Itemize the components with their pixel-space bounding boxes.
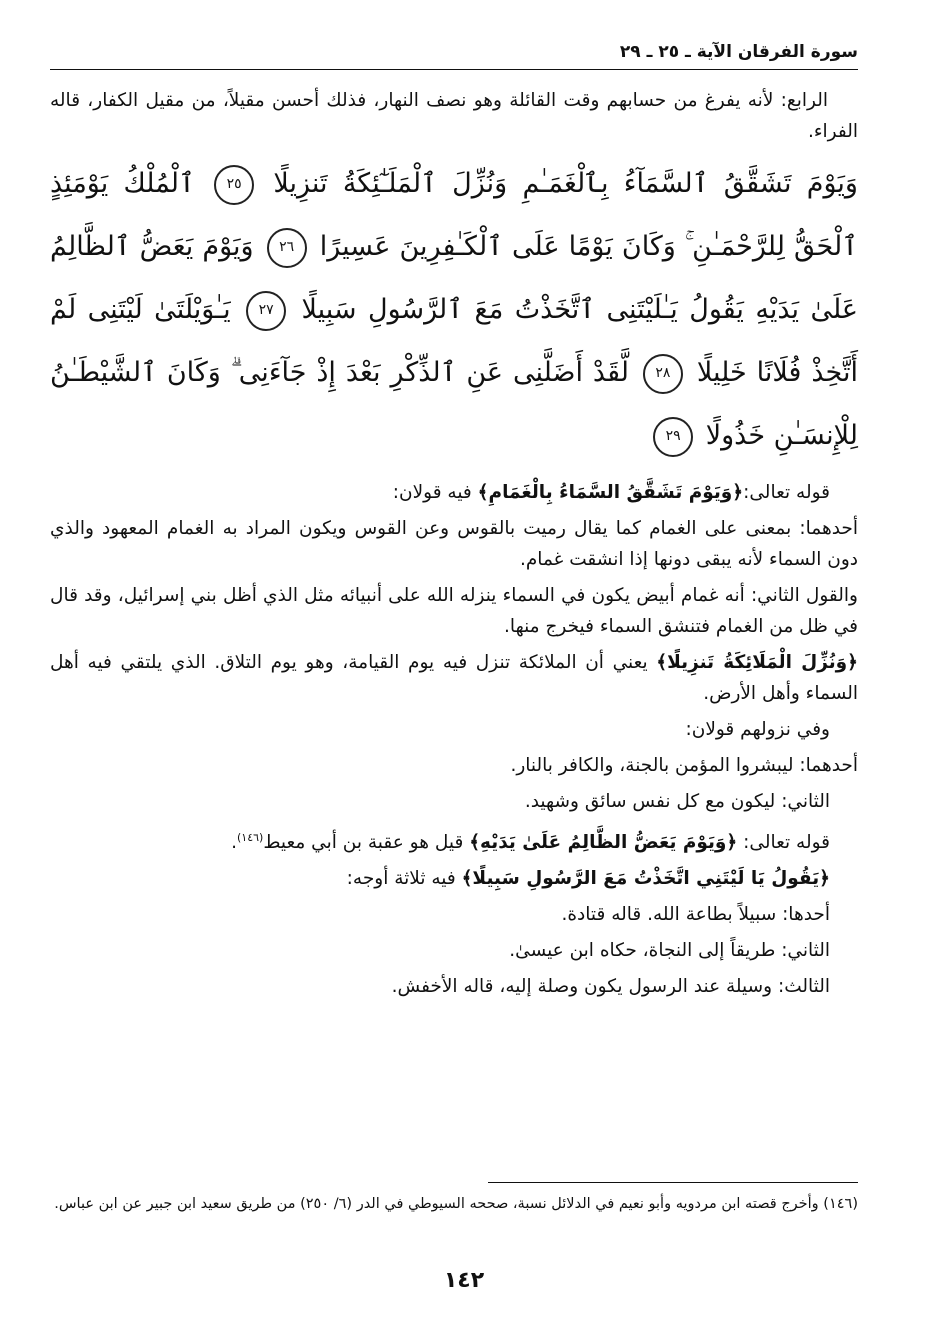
verse-28-text: يَـٰوَيْلَتَىٰ لَيْتَنِى لَمْ أَتَّخِذْ فُلَانًا خَلِيلًا — [50, 294, 858, 388]
footnote-rule — [488, 1182, 858, 1183]
commentary-paragraph-7: الثاني: ليكون مع كل نفس سائق وشهيد. — [524, 791, 830, 812]
intro-paragraph: الرابع: لأنه يفرغ من حسابهم وقت القائلة وهو نصف النهار، فذلك أحسن مقيلاً، من مقيل الكفار، قاله الفراء. — [50, 90, 858, 142]
commentary-end: . — [231, 832, 237, 854]
header-title: سورة الفرقان الآية ـ ٢٥ ـ ٢٩ — [619, 42, 858, 62]
quoted-verse: ﴿وَيَوْمَ يَعَضُّ الظَّالِمُ عَلَىٰ يَدَيْهِ﴾ — [469, 832, 738, 854]
commentary-paragraph-2: أحدهما: بمعنى على الغمام كما يقال رميت بالقوس وعن القوس ويكون المراد به الغمام المعهود والذي دون السماء لأنه يبقى دونها إذا انشقت غمام. — [50, 518, 858, 570]
commentary-paragraph-4 — [50, 647, 858, 709]
quran-verses — [50, 152, 858, 467]
quoted-verse: ﴿وَنُزِّلَ الْمَلَائِكَةُ تَنزِيلًا﴾ — [656, 652, 858, 673]
commentary-paragraph-10: أحدها: سبيلاً بطاعة الله. قاله قتادة. — [561, 904, 830, 926]
quoted-verse: ﴿يَقُولُ يَا لَيْتَنِي اتَّخَذْتُ مَعَ الرَّسُولِ سَبِيلًا﴾ — [461, 868, 830, 890]
ayah-number-26: ٢٦ — [267, 228, 307, 268]
commentary-paragraph-5: وفي نزولهم قولان: — [685, 719, 830, 740]
verse-29-text: لَّقَدْ أَضَلَّنِى عَنِ ٱلذِّكْرِ بَعْدَ إِذْ جَآءَنِى ۗ وَكَانَ ٱلشَّيْطَـٰنُ لِلْإِنسَـٰنِ خَذُولًا — [50, 357, 858, 451]
commentary-prefix: قوله تعالى: — [737, 832, 830, 854]
commentary-paragraph-11: الثاني: طريقاً إلى النجاة، حكاه ابن عيسىٰ. — [509, 940, 830, 962]
header-rule — [50, 69, 858, 70]
quoted-verse: ﴿وَيَوْمَ تَشَقَّقُ السَّمَاءُ بِالْغَمَامِ﴾ — [477, 482, 744, 503]
ayah-number-28: ٢٨ — [643, 354, 683, 394]
footnote-reference[interactable]: (١٤٦) — [237, 831, 264, 844]
commentary-paragraph-9 — [50, 863, 858, 894]
commentary-paragraph-8 — [50, 822, 858, 858]
page-number: ١٤٢ — [443, 1268, 485, 1293]
commentary-paragraph-3: والقول الثاني: أنه غمام أبيض يكون في السماء ينزله الله على أنبيائه مثل الذي أظل بني إسرائيل، وقد قال في ظل من الغمام فتنشق السماء فيخرج منها. — [50, 585, 858, 637]
commentary-suffix: فيه قولان: — [392, 482, 478, 503]
commentary-prefix: قوله تعالى: — [743, 482, 830, 503]
ayah-number-29: ٢٩ — [653, 417, 693, 457]
commentary-text: قيل هو عقبة بن أبي معيط — [263, 832, 470, 854]
verse-25-text: وَيَوْمَ تَشَقَّقُ ٱلسَّمَآءُ بِٱلْغَمَـٰمِ وَنُزِّلَ ٱلْمَلَـٰٓئِكَةُ تَنزِيلًا — [273, 168, 858, 199]
main-text — [50, 85, 858, 1007]
commentary-line-1 — [50, 477, 858, 508]
verse-27-text: وَيَوْمَ يَعَضُّ ٱلظَّالِمُ عَلَىٰ يَدَيْهِ يَقُولُ يَـٰلَيْتَنِى ٱتَّخَذْتُ مَعَ ٱلرَّسُولِ سَبِيلًا — [50, 231, 858, 325]
verse-26-text: ٱلْمُلْكُ يَوْمَئِذٍ ٱلْحَقُّ لِلرَّحْمَـٰنِ ۚ وَكَانَ يَوْمًا عَلَى ٱلْكَـٰفِرِينَ عَسِيرًا — [50, 168, 858, 262]
ayah-number-27: ٢٧ — [246, 291, 286, 331]
commentary-paragraph-6: أحدهما: ليبشروا المؤمن بالجنة، والكافر بالنار. — [510, 755, 858, 776]
commentary-text: يعني أن الملائكة تنزل فيه يوم القيامة، وهو يوم التلاق. الذي يلتقي فيه أهل السماء وأهل الأرض. — [50, 652, 858, 704]
footnote: (١٤٦) وأخرج قصته ابن مردويه وأبو نعيم في الدلائل نسبة، صححه السيوطي في الدر (٦/ ٢٥٠) من طريق سعيد ابن جبير عن ابن عباس. — [54, 1196, 858, 1212]
ayah-number-25: ٢٥ — [214, 165, 254, 205]
commentary-paragraph-12: الثالث: وسيلة عند الرسول يكون وصلة إليه، قاله الأخفش. — [391, 976, 830, 998]
running-header — [50, 40, 858, 70]
commentary-text: فيه ثلاثة أوجه: — [346, 868, 462, 890]
